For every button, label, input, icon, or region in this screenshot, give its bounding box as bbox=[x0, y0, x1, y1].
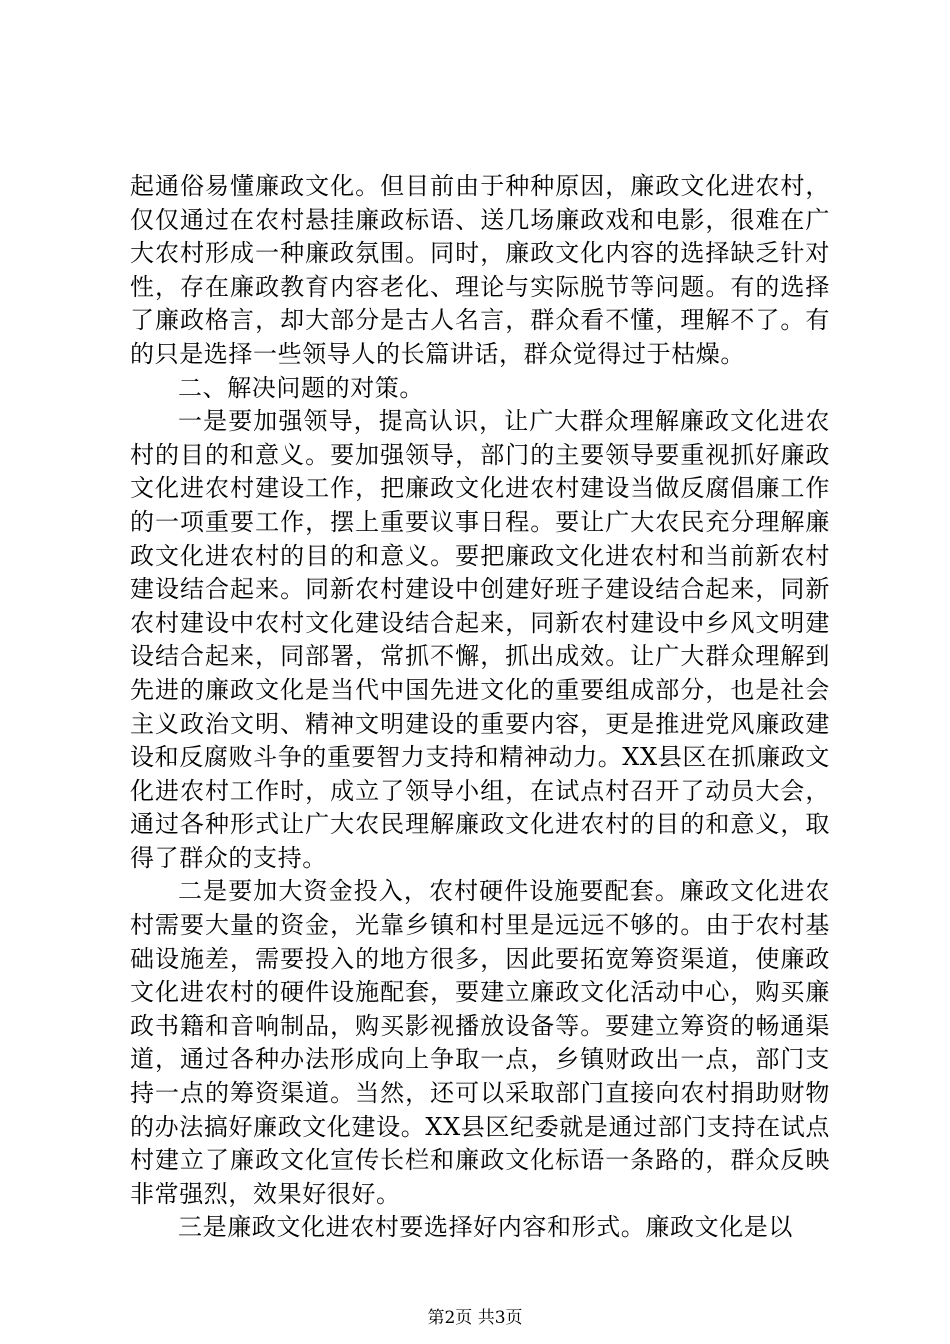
section-heading: 二、解决问题的对策。 bbox=[178, 373, 424, 402]
document-body bbox=[130, 170, 830, 1245]
paragraph-measure-3: 三是廉政文化进农村要选择好内容和形式。廉政文化是以 bbox=[178, 1213, 793, 1242]
page-footer: 第2页 共3页 bbox=[427, 1308, 523, 1328]
paragraph-measure-1: 一是要加强领导，提高认识，让广大群众理解廉政文化进农村的目的和意义。要加强领导，部门的主要领导要重视抓好廉政文化进农村建设工作，把廉政文化进农村建设当做反腐倡廉工作的一项重要工作，摆上重要议事日程。要让广大农民充分理解廉政文化进农村的目的和意义。要把廉政文化进农村和当前新农村建设结合起来。同新农村建设中创建好班子建设结合起来，同新农村建设中农村文化建设结合起来，同新农村建设中乡风文明建设结合起来，同部署，常抓不懈，抓出成效。让广大群众理解到先进的廉政文化是当代中国先进文化的重要组成部分，也是社会主义政治文明、精神文明建设的重要内容，更是推进党风廉政建设和反腐败斗争的重要智力支持和精神动力。XX县区在抓廉政文化进农村工作时，成立了领导小组，在试点村召开了动员大会，通过各种形式让广大农民理解廉政文化进农村的目的和意义，取得了群众的支持。 bbox=[130, 407, 830, 872]
paragraph-continuation: 起通俗易懂廉政文化。但目前由于种种原因，廉政文化进农村，仅仅通过在农村悬挂廉政标语、送几场廉政戏和电影，很难在广大农村形成一种廉政氛围。同时，廉政文化内容的选择缺乏针对性，存在廉政教育内容老化、理论与实际脱节等问题。有的选择了廉政格言，却大部分是古人名言，群众看不懂，理解不了。有的只是选择一些领导人的长篇讲话，群众觉得过于枯燥。 bbox=[130, 172, 830, 368]
paragraph-measure-2: 二是要加大资金投入，农村硬件设施要配套。廉政文化进农村需要大量的资金，光靠乡镇和村里是远远不够的。由于农村基础设施差，需要投入的地方很多，因此要拓宽筹资渠道，使廉政文化进农村的硬件设施配套，要建立廉政文化活动中心，购买廉政书籍和音响制品，购买影视播放设备等。要建立筹资的畅通渠道，通过各种办法形成向上争取一点，乡镇财政出一点，部门支持一点的筹资渠道。当然，还可以采取部门直接向农村捐助财物的办法搞好廉政文化建设。XX县区纪委就是通过部门支持在试点村建立了廉政文化宣传长栏和廉政文化标语一条路的，群众反映非常强烈，效果好很好。 bbox=[130, 877, 830, 1208]
